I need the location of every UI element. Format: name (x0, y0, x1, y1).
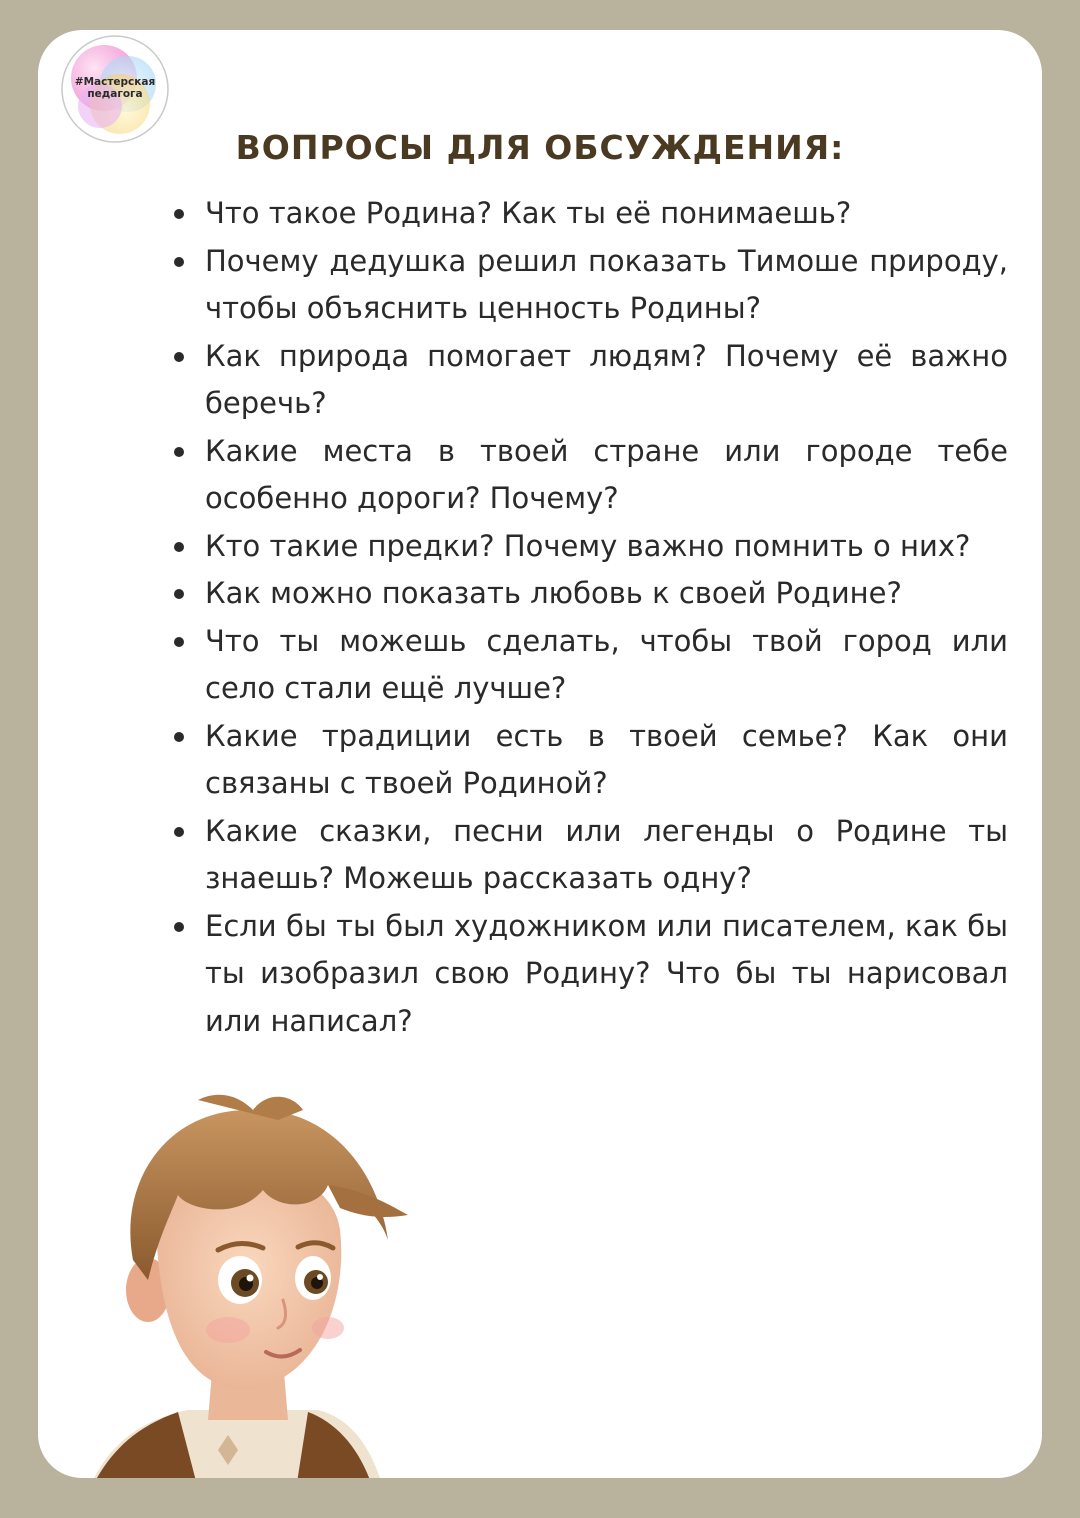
logo-text (60, 76, 170, 100)
content-card (38, 30, 1042, 1478)
boy-illustration (78, 1090, 418, 1478)
question-item: Как природа помогает людям? Почему её важно беречь? (163, 333, 1008, 428)
questions-list (163, 190, 1008, 1045)
question-item: Почему дедушка решил показать Тимоше природу, чтобы объяснить ценность Родины? (163, 238, 1008, 333)
question-item: Если бы ты был художником или писателем, как бы ты изобразил свою Родину? Что бы ты нарисовал или написал? (163, 903, 1008, 1046)
question-item: Что такое Родина? Как ты её понимаешь? (163, 190, 1008, 238)
question-item: Кто такие предки? Почему важно помнить о них? (163, 523, 1008, 571)
question-item: Какие сказки, песни или легенды о Родине ты знаешь? Можешь рассказать одну? (163, 808, 1008, 903)
question-item: Как можно показать любовь к своей Родине? (163, 570, 1008, 618)
logo-line-1: #Мастерская (74, 76, 156, 88)
question-item: Что ты можешь сделать, чтобы твой город или село стали ещё лучше? (163, 618, 1008, 713)
question-item: Какие места в твоей стране или городе тебе особенно дороги? Почему? (163, 428, 1008, 523)
question-item: Какие традиции есть в твоей семье? Как они связаны с твоей Родиной? (163, 713, 1008, 808)
brand-logo (60, 34, 170, 144)
page-title: ВОПРОСЫ ДЛЯ ОБСУЖДЕНИЯ: (235, 128, 845, 167)
logo-line-2: педагога (87, 88, 143, 100)
